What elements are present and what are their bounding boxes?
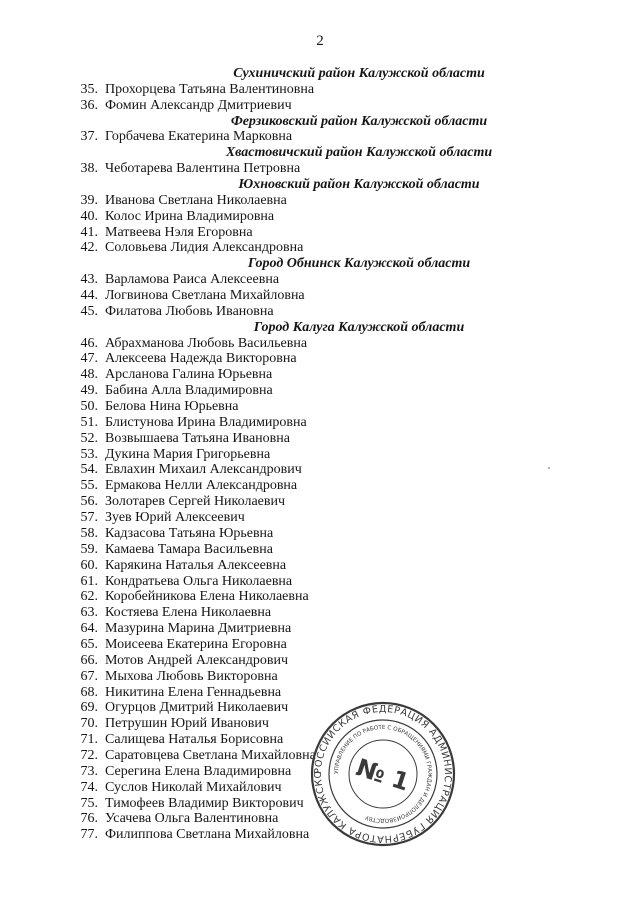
list-item-number: 71. <box>80 732 98 748</box>
list-item <box>0 209 640 225</box>
list-item-name: Горбачева Екатерина Марковна <box>105 129 293 145</box>
list-item <box>0 669 640 685</box>
list-item-name: Кадзасова Татьяна Юрьевна <box>105 525 274 541</box>
list-item <box>0 351 640 367</box>
section-heading-text: Юхновский район Калужской области <box>238 177 480 193</box>
list-item-number: 65. <box>80 636 98 652</box>
list-item-name: Карякина Наталья Алексеевна <box>105 557 287 573</box>
list-item-name: Абрахманова Любовь Васильевна <box>105 335 308 351</box>
list-item-number: 68. <box>80 684 98 700</box>
list-item-number: 38. <box>80 161 98 177</box>
list-item-name: Ермакова Нелли Александровна <box>105 478 298 494</box>
list-item-name: Логвинова Светлана Михайловна <box>105 288 305 304</box>
list-item <box>0 272 640 288</box>
list-item-number: 52. <box>80 430 98 446</box>
list-item-number: 45. <box>80 303 98 319</box>
list-item-name: Саратовцева Светлана Михайловна <box>105 747 316 763</box>
list-item-name: Филатова Любовь Ивановна <box>105 303 274 319</box>
list-item-name: Моисеева Екатерина Егоровна <box>105 636 287 652</box>
list-item-name: Огурцов Дмитрий Николаевич <box>105 700 289 716</box>
list-item-name: Блистунова Ирина Владимировна <box>105 414 307 430</box>
list-item-number: 37. <box>80 129 98 145</box>
list-item <box>0 383 640 399</box>
list-item-name: Арсланова Галина Юрьевна <box>105 367 273 383</box>
list-item <box>0 415 640 431</box>
list-item <box>0 367 640 383</box>
list-item <box>0 161 640 177</box>
list-item-number: 39. <box>80 192 98 208</box>
list-item-name: Возвышаева Татьяна Ивановна <box>105 430 290 446</box>
section-heading <box>0 320 640 336</box>
list-item-number: 57. <box>80 510 98 526</box>
list-item-number: 60. <box>80 557 98 573</box>
list-item <box>0 494 640 510</box>
list-item-number: 56. <box>80 494 98 510</box>
list-item <box>0 447 640 463</box>
list-item-name: Золотарев Сергей Николаевич <box>105 494 286 510</box>
list-item <box>0 510 640 526</box>
list-item-number: 46. <box>80 335 98 351</box>
list-item <box>0 399 640 415</box>
list-item-name: Коробейникова Елена Николаевна <box>105 589 309 605</box>
list-item-number: 50. <box>80 399 98 415</box>
list-item-name: Петрушин Юрий Иванович <box>105 716 269 732</box>
section-heading <box>0 256 640 272</box>
list-item-number: 76. <box>80 811 98 827</box>
list-item <box>0 558 640 574</box>
list-item-name: Соловьева Лидия Александровна <box>105 240 304 256</box>
list-item <box>0 288 640 304</box>
list-item-number: 35. <box>80 81 98 97</box>
list-item-number: 41. <box>80 224 98 240</box>
list-item-number: 62. <box>80 589 98 605</box>
list-item-name: Дукина Мария Григорьевна <box>105 446 271 462</box>
list-item-name: Мазурина Марина Дмитриевна <box>105 621 292 637</box>
list-item-number: 63. <box>80 605 98 621</box>
list-item-number: 51. <box>80 414 98 430</box>
list-item-number: 54. <box>80 462 98 478</box>
list-item <box>0 574 640 590</box>
list-item-number: 49. <box>80 383 98 399</box>
list-item-name: Мыхова Любовь Викторовна <box>105 668 278 684</box>
list-item-name: Алексеева Надежда Викторовна <box>105 351 297 367</box>
seal-graphic <box>310 701 456 847</box>
list-item-number: 70. <box>80 716 98 732</box>
list-item-number: 42. <box>80 240 98 256</box>
section-heading-text: Сухиничский район Калужской области <box>233 66 485 81</box>
list-item-number: 69. <box>80 700 98 716</box>
list-item-name: Иванова Светлана Николаевна <box>105 192 287 208</box>
list-item-name: Зуев Юрий Алексеевич <box>105 510 245 526</box>
list-item-number: 74. <box>80 779 98 795</box>
list-item-name: Суслов Николай Михайлович <box>105 779 282 795</box>
list-item-name: Варламова Раиса Алексеевна <box>105 272 280 288</box>
list-item-number: 36. <box>80 97 98 113</box>
list-item <box>0 621 640 637</box>
list-item-name: Кондратьева Ольга Николаевна <box>105 573 293 589</box>
list-item-name: Камаева Тамара Васильевна <box>105 541 273 557</box>
list-item-number: 48. <box>80 367 98 383</box>
section-heading <box>0 66 640 82</box>
list-item-number: 64. <box>80 621 98 637</box>
list-item-name: Филиппова Светлана Михайловна <box>105 827 310 843</box>
list-item-name: Серегина Елена Владимировна <box>105 763 292 779</box>
section-heading-text: Ферзиковский район Калужской области <box>230 113 488 129</box>
list-item-number: 43. <box>80 272 98 288</box>
list-item-name: Чеботарева Валентина Петровна <box>105 161 301 177</box>
list-item <box>0 542 640 558</box>
list-item-name: Фомин Александр Дмитриевич <box>105 97 292 113</box>
list-item <box>0 685 640 701</box>
list-item <box>0 589 640 605</box>
list-item-name: Бабина Алла Владимировна <box>105 383 273 399</box>
list-item-number: 47. <box>80 351 98 367</box>
svg-text:РОССИЙСКАЯ ФЕДЕРАЦИЯ АДМИНИСТР: РОССИЙСКАЯ ФЕДЕРАЦИЯ АДМИНИСТРАЦИЯ ГУБЕРНАТОРА КАЛУЖСКО <box>312 703 454 845</box>
list-item-name: Колос Ирина Владимировна <box>105 208 275 224</box>
list-item-name: Матвеева Нэля Егоровна <box>105 224 253 240</box>
list-item-number: 66. <box>80 652 98 668</box>
list-item-number: 61. <box>80 573 98 589</box>
list-item <box>0 605 640 621</box>
list-item-number: 67. <box>80 668 98 684</box>
section-heading-text: Город Обнинск Калужской области <box>247 256 471 272</box>
page-number: 2 <box>316 33 324 49</box>
list-item-number: 75. <box>80 795 98 811</box>
list-item <box>0 82 640 98</box>
list-item-number: 58. <box>80 525 98 541</box>
list-item <box>0 336 640 352</box>
list-item-name: Тимофеев Владимир Викторович <box>105 795 304 811</box>
list-item-name: Костяева Елена Николаевна <box>105 605 272 621</box>
list-item-name: Прохорцева Татьяна Валентиновна <box>105 81 315 97</box>
list-item <box>0 240 640 256</box>
section-heading <box>0 145 640 161</box>
section-heading <box>0 114 640 130</box>
list-item-number: 59. <box>80 541 98 557</box>
list-item-name: Никитина Елена Геннадьевна <box>105 684 282 700</box>
list-item <box>0 431 640 447</box>
list-item-number: 40. <box>80 208 98 224</box>
list-item <box>0 462 640 478</box>
list-item-number: 73. <box>80 763 98 779</box>
list-item-number: 53. <box>80 446 98 462</box>
list-item-number: 55. <box>80 478 98 494</box>
list-item-name: Белова Нина Юрьевна <box>105 399 239 415</box>
svg-text:УПРАВЛЕНИЕ ПО РАБОТЕ С ОБРАЩЕН: УПРАВЛЕНИЕ ПО РАБОТЕ С ОБРАЩЕНИЯМИ ГРАЖДАН И ДЕЛОПРОИЗВОДСТВУ <box>333 724 433 824</box>
list-item-name: Усачева Ольга Валентиновна <box>105 811 279 827</box>
list-item <box>0 225 640 241</box>
section-heading-text: Город Калуга Калужской области <box>253 319 465 335</box>
list-item-number: 44. <box>80 288 98 304</box>
list-item <box>0 526 640 542</box>
svg-text:№ 1: № 1 <box>352 753 413 797</box>
list-item-number: 77. <box>80 827 98 843</box>
scan-speck <box>548 467 550 469</box>
list-item <box>0 193 640 209</box>
list-item <box>0 129 640 145</box>
list-item <box>0 653 640 669</box>
list-item <box>0 98 640 114</box>
official-seal <box>310 701 456 847</box>
list-item-name: Евлахин Михаил Александрович <box>105 462 302 478</box>
section-heading <box>0 177 640 193</box>
section-heading-text: Хвастовичский район Калужской области <box>225 145 493 161</box>
list-item <box>0 637 640 653</box>
list-item-name: Мотов Андрей Александрович <box>105 652 289 668</box>
list-item-name: Салищева Наталья Борисовна <box>105 732 284 748</box>
list-item <box>0 478 640 494</box>
list-item-number: 72. <box>80 747 98 763</box>
list-item <box>0 304 640 320</box>
